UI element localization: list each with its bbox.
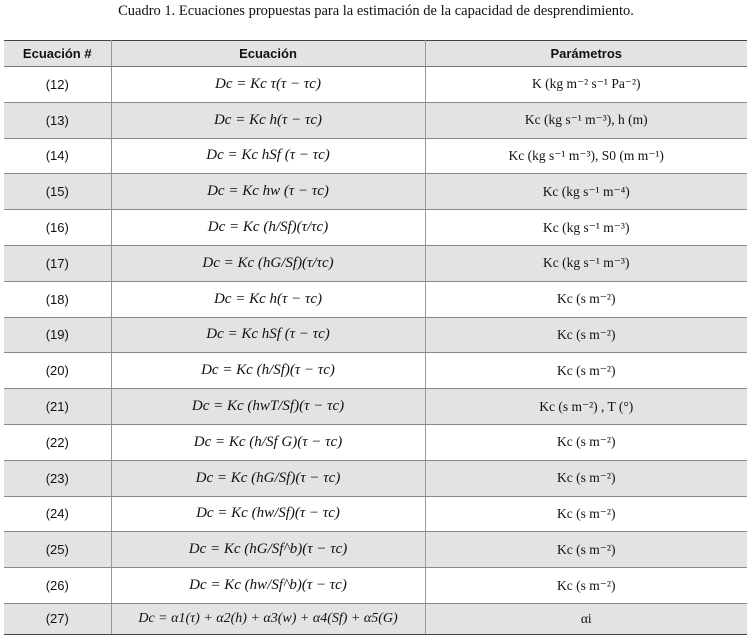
table-row [4,210,747,246]
equation: Dc = Kc hw (τ − τc) [111,174,425,210]
equation: Dc = α1(τ) + α2(h) + α3(w) + α4(Sf) + α5(G) [111,603,425,634]
equation-number: (22) [4,424,111,460]
equation-number: (17) [4,245,111,281]
equation: Dc = Kc hSf (τ − τc) [111,317,425,353]
equation-number: (24) [4,496,111,532]
equation-number: (27) [4,603,111,634]
table-row [4,353,747,389]
table-row [4,317,747,353]
equation: Dc = Kc hSf (τ − τc) [111,138,425,174]
parameters: Kc (s m⁻²) [425,353,747,389]
header-equation: Ecuación [111,41,425,67]
table-row [4,174,747,210]
table-row [4,281,747,317]
table-row [4,102,747,138]
equation-number: (20) [4,353,111,389]
table-row [4,603,747,634]
equation: Dc = Kc (h/Sf)(τ − τc) [111,353,425,389]
equation: Dc = Kc (hw/Sf)(τ − τc) [111,496,425,532]
header-equation-number: Ecuación # [4,41,111,67]
table-row [4,245,747,281]
equation-number: (13) [4,102,111,138]
parameters: Kc (s m⁻²) [425,317,747,353]
equation: Dc = Kc (hw/Sf^b)(τ − τc) [111,568,425,604]
table-row [4,460,747,496]
parameters: Kc (s m⁻²) [425,496,747,532]
equation: Dc = Kc (hG/Sf^b)(τ − τc) [111,532,425,568]
parameters: Kc (s m⁻²) [425,532,747,568]
parameters: Kc (s m⁻²) [425,460,747,496]
equation: Dc = Kc (hwT/Sf)(τ − τc) [111,389,425,425]
parameters: Kc (kg s⁻¹ m⁻⁴) [425,174,747,210]
equation-number: (18) [4,281,111,317]
parameters: Kc (kg s⁻¹ m⁻³) [425,210,747,246]
equation-number: (16) [4,210,111,246]
equation-number: (15) [4,174,111,210]
parameters: Kc (s m⁻²) , T (°) [425,389,747,425]
parameters: Kc (s m⁻²) [425,281,747,317]
parameters: Kc (s m⁻²) [425,424,747,460]
equation: Dc = Kc h(τ − τc) [111,102,425,138]
equations-table [4,40,747,635]
equation-number: (12) [4,67,111,103]
table-row [4,67,747,103]
equation-number: (19) [4,317,111,353]
parameters: αi [425,603,747,634]
equation-number: (23) [4,460,111,496]
equation: Dc = Kc h(τ − τc) [111,281,425,317]
equation: Dc = Kc (hG/Sf)(τ/τc) [111,245,425,281]
parameters: Kc (kg s⁻¹ m⁻³) [425,245,747,281]
table-header-row [4,41,747,67]
equation-number: (14) [4,138,111,174]
equation: Dc = Kc (h/Sf G)(τ − τc) [111,424,425,460]
table-row [4,389,747,425]
header-parameters: Parámetros [425,41,747,67]
parameters: Kc (kg s⁻¹ m⁻³), S0 (m m⁻¹) [425,138,747,174]
parameters: Kc (kg s⁻¹ m⁻³), h (m) [425,102,747,138]
table-caption: Cuadro 1. Ecuaciones propuestas para la estimación de la capacidad de desprendimiento. [118,3,634,19]
equation-number: (21) [4,389,111,425]
equation: Dc = Kc τ(τ − τc) [111,67,425,103]
table-row [4,532,747,568]
equation: Dc = Kc (hG/Sf)(τ − τc) [111,460,425,496]
table-row [4,138,747,174]
parameters: Kc (s m⁻²) [425,568,747,604]
table-row [4,496,747,532]
equation-number: (25) [4,532,111,568]
table-row [4,568,747,604]
equation-number: (26) [4,568,111,604]
equation: Dc = Kc (h/Sf)(τ/τc) [111,210,425,246]
parameters: K (kg m⁻² s⁻¹ Pa⁻²) [425,67,747,103]
table-row [4,424,747,460]
